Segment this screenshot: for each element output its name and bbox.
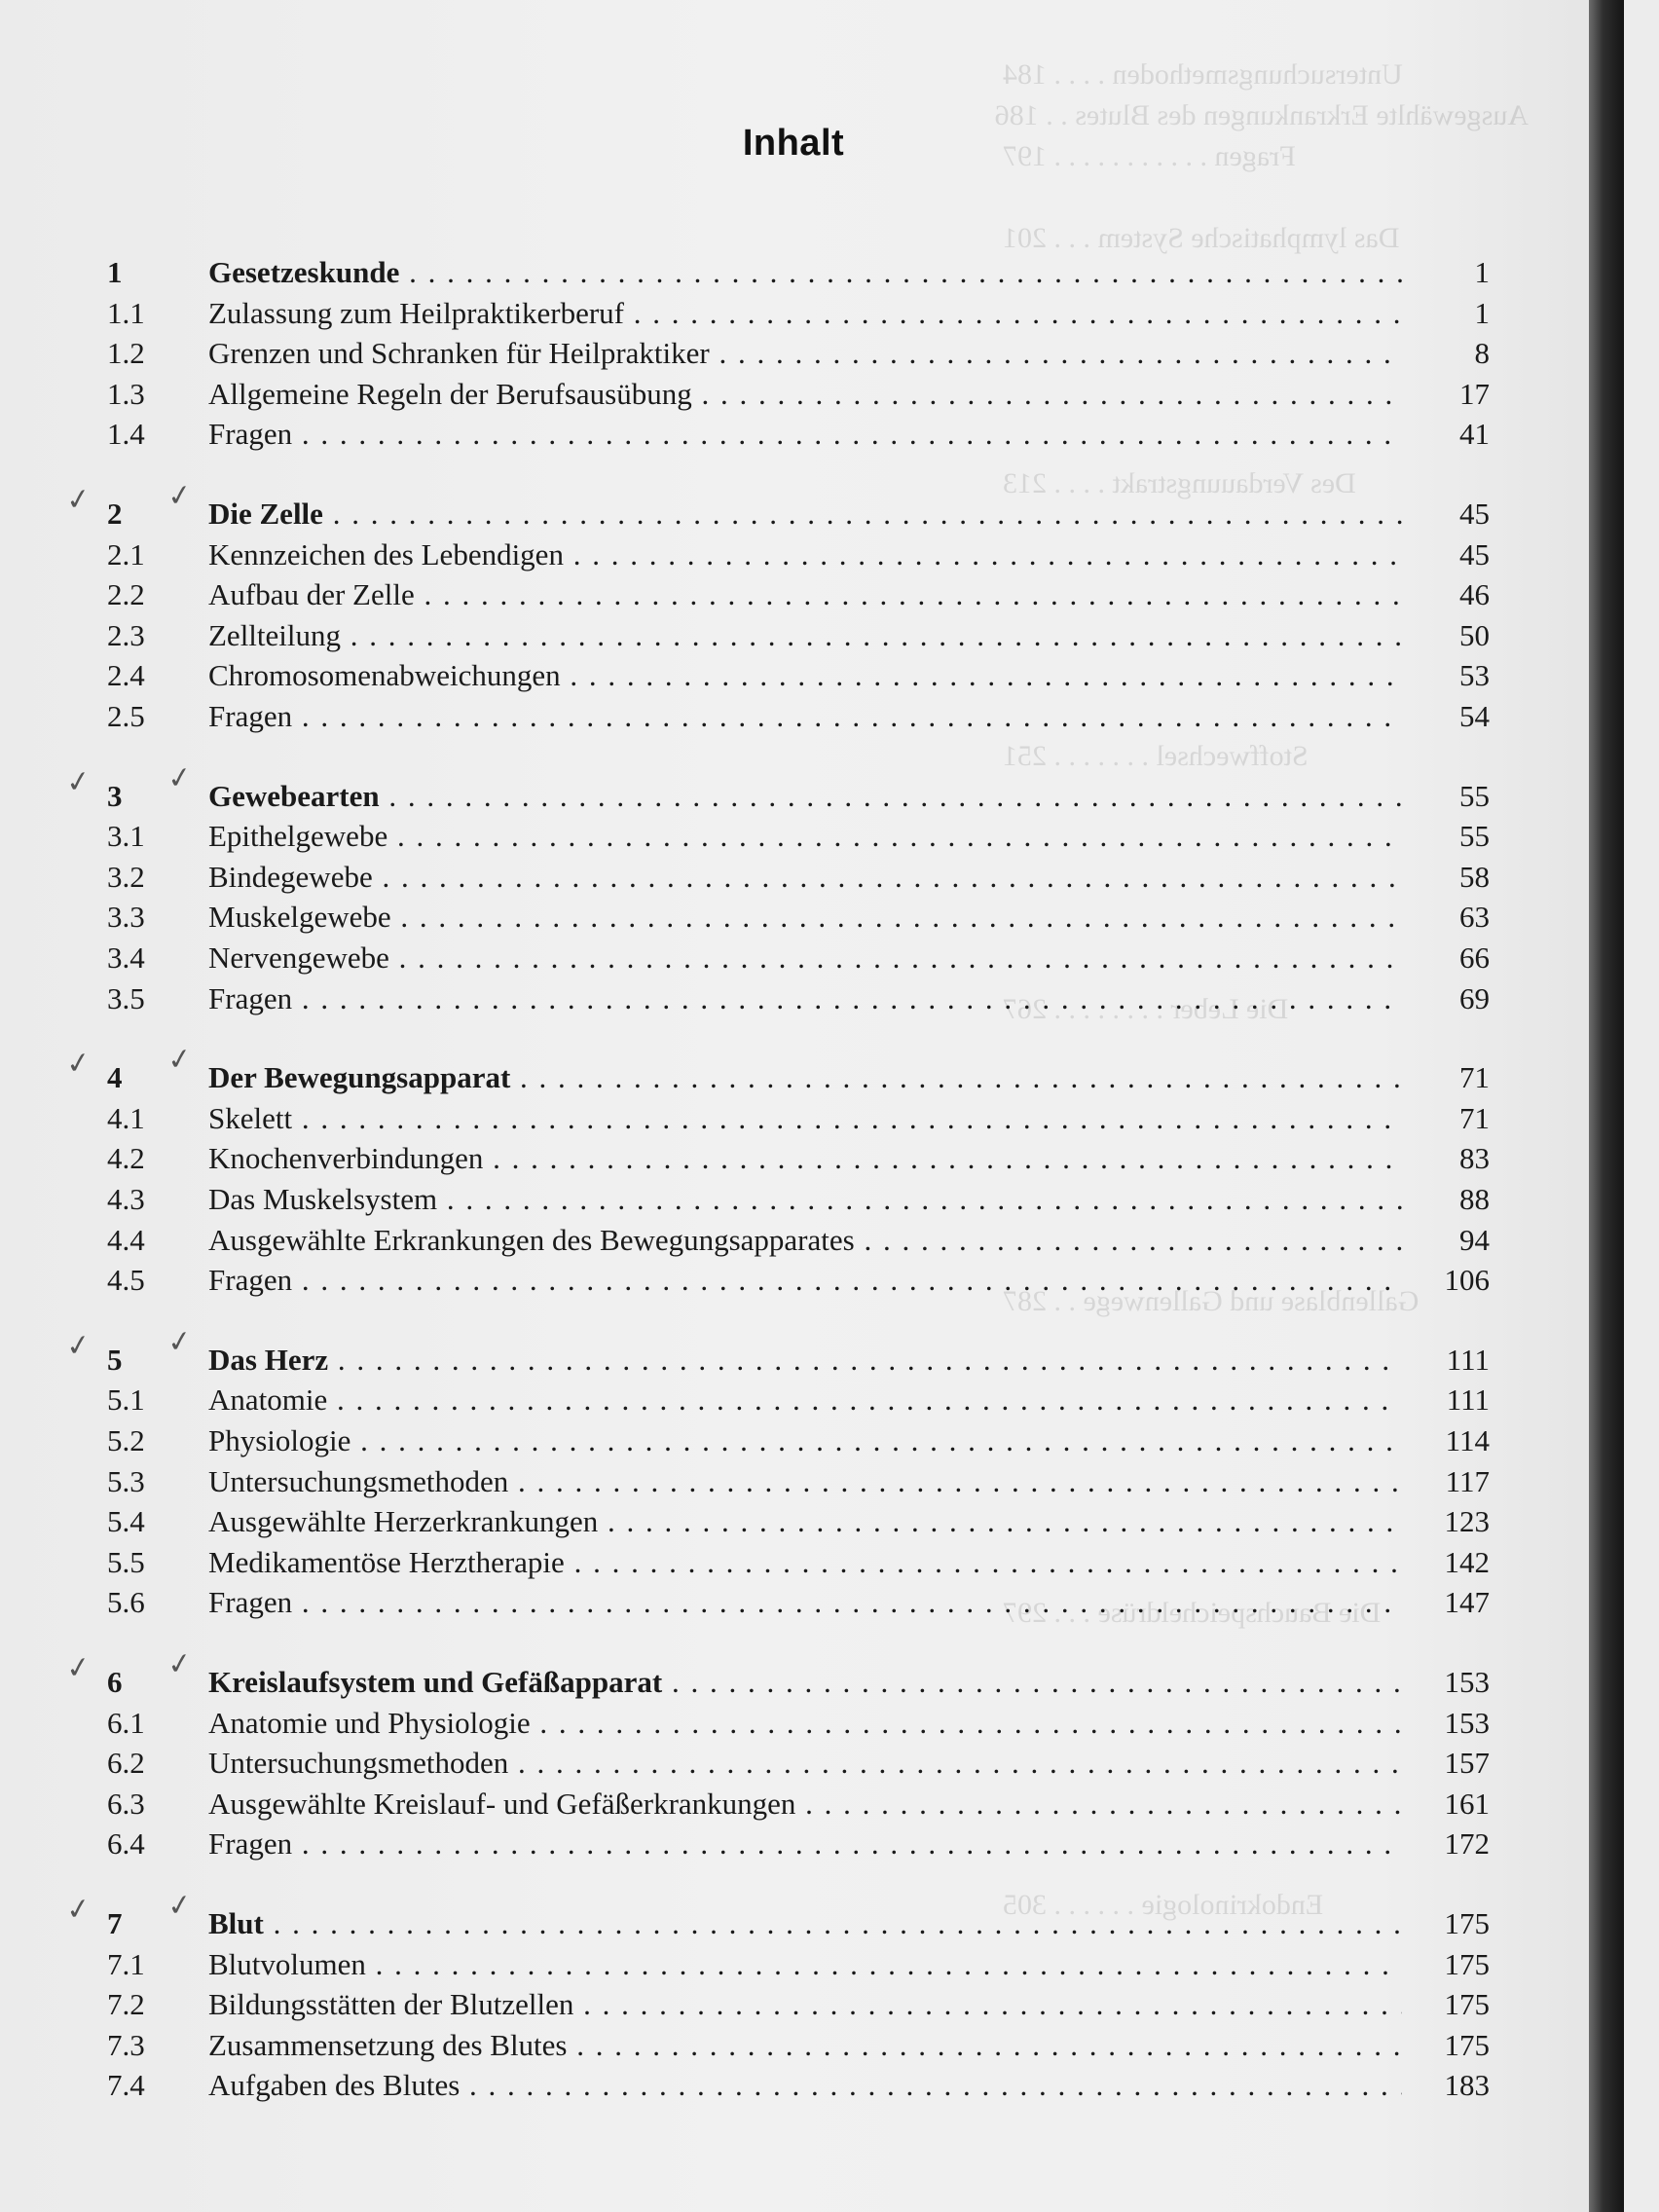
section-number: 5.1 xyxy=(107,1382,145,1417)
section-number: 6.4 xyxy=(107,1826,145,1861)
toc-section-row[interactable] xyxy=(107,1263,1490,1302)
section-title: Zellteilung xyxy=(208,618,342,652)
section-title-leader xyxy=(208,1141,1402,1176)
toc-section-row[interactable] xyxy=(107,1223,1490,1262)
page-number: 66 xyxy=(1459,940,1490,975)
toc-section-row[interactable] xyxy=(107,618,1490,657)
section-title: Untersuchungsmethoden xyxy=(208,1746,509,1780)
page-number: 58 xyxy=(1459,860,1490,894)
section-number: 2 xyxy=(107,497,123,531)
page-number: 8 xyxy=(1474,336,1490,370)
toc-chapter-row[interactable] xyxy=(107,1060,1490,1099)
page-number: 111 xyxy=(1446,1343,1490,1377)
page-number: 63 xyxy=(1459,900,1490,934)
section-title: Bindegewebe xyxy=(208,860,373,894)
section-title: Ausgewählte Erkrankungen des Bewegungsapparates xyxy=(208,1223,855,1257)
section-title-leader xyxy=(208,819,1402,854)
page-number: 94 xyxy=(1459,1223,1490,1257)
section-title: Kennzeichen des Lebendigen xyxy=(208,537,564,571)
section-title-leader xyxy=(208,658,1402,693)
page-number: 106 xyxy=(1444,1263,1490,1297)
section-title-leader xyxy=(208,618,1402,653)
section-title-leader xyxy=(208,779,1402,814)
page-number: 157 xyxy=(1444,1746,1490,1780)
section-title: Physiologie xyxy=(208,1423,351,1457)
section-title: Blutvolumen xyxy=(208,1947,366,1981)
section-title: Fragen xyxy=(208,1585,293,1619)
section-number: 4.3 xyxy=(107,1182,145,1216)
section-number: 7 xyxy=(107,1906,123,1940)
page-number: 54 xyxy=(1459,699,1490,733)
section-number: 5.3 xyxy=(107,1464,145,1498)
toc-section-row[interactable] xyxy=(107,1382,1490,1421)
page-number: 17 xyxy=(1459,377,1490,411)
toc-section-row[interactable] xyxy=(107,1947,1490,1986)
page-number: 153 xyxy=(1444,1706,1490,1740)
toc-chapter-row[interactable] xyxy=(107,779,1490,818)
handwritten-check-icon: ✓ xyxy=(165,1645,195,1683)
section-number: 4 xyxy=(107,1060,123,1094)
page-number: 183 xyxy=(1444,2068,1490,2102)
page-number: 175 xyxy=(1444,1906,1490,1940)
section-number: 3.5 xyxy=(107,981,145,1015)
page-number: 175 xyxy=(1444,1987,1490,2021)
toc-section-row[interactable] xyxy=(107,2028,1490,2067)
toc-section-row[interactable] xyxy=(107,1746,1490,1785)
section-title-leader xyxy=(208,1343,1402,1378)
page-number: 41 xyxy=(1459,417,1490,451)
toc-section-row[interactable] xyxy=(107,981,1490,1020)
handwritten-check-icon: ✓ xyxy=(63,763,93,801)
section-number: 1 xyxy=(107,255,123,289)
section-title-leader xyxy=(208,497,1402,532)
section-number: 2.2 xyxy=(107,577,145,611)
handwritten-check-icon: ✓ xyxy=(63,481,93,519)
toc-section-row[interactable] xyxy=(107,2068,1490,2107)
page-number: 71 xyxy=(1459,1101,1490,1135)
section-number: 7.4 xyxy=(107,2068,145,2102)
page-title: Inhalt xyxy=(742,123,845,164)
toc-section-row[interactable] xyxy=(107,699,1490,738)
section-title-leader xyxy=(208,1947,1402,1982)
section-title-leader xyxy=(208,1464,1402,1499)
section-title-leader xyxy=(208,1101,1402,1136)
section-title: Epithelgewebe xyxy=(208,819,388,853)
section-title-leader xyxy=(208,417,1402,452)
toc-section-row[interactable] xyxy=(107,1423,1490,1462)
page-binding-shadow xyxy=(1589,0,1624,2212)
toc-section-row[interactable] xyxy=(107,1182,1490,1221)
section-number: 4.1 xyxy=(107,1101,145,1135)
section-number: 1.2 xyxy=(107,336,145,370)
section-title-leader xyxy=(208,1826,1402,1862)
page-number: 1 xyxy=(1474,296,1490,330)
handwritten-check-icon: ✓ xyxy=(63,1327,93,1365)
toc-chapter-row[interactable] xyxy=(107,497,1490,535)
section-number: 7.1 xyxy=(107,1947,145,1981)
toc-section-row[interactable] xyxy=(107,296,1490,335)
section-number: 4.2 xyxy=(107,1141,145,1175)
section-number: 2.4 xyxy=(107,658,145,692)
section-title: Blut xyxy=(208,1906,264,1940)
section-number: 6.1 xyxy=(107,1706,145,1740)
section-title-leader xyxy=(208,1382,1402,1418)
section-title: Zusammensetzung des Blutes xyxy=(208,2028,568,2062)
toc-section-row[interactable] xyxy=(107,1826,1490,1865)
toc-section-row[interactable] xyxy=(107,577,1490,616)
toc-chapter-row[interactable] xyxy=(107,1665,1490,1704)
section-title: Das Muskelsystem xyxy=(208,1182,438,1216)
section-number: 5.6 xyxy=(107,1585,145,1619)
page-number: 69 xyxy=(1459,981,1490,1015)
section-title-leader xyxy=(208,255,1402,290)
page-number: 172 xyxy=(1444,1826,1490,1861)
handwritten-check-icon: ✓ xyxy=(165,1041,195,1079)
section-number: 1.1 xyxy=(107,296,145,330)
toc-section-row[interactable] xyxy=(107,336,1490,375)
section-title-leader xyxy=(208,1987,1402,2022)
handwritten-check-icon: ✓ xyxy=(165,1887,195,1925)
section-title: Anatomie und Physiologie xyxy=(208,1706,531,1740)
section-number: 2.5 xyxy=(107,699,145,733)
section-title-leader xyxy=(208,1906,1402,1941)
section-number: 3.2 xyxy=(107,860,145,894)
section-number: 4.5 xyxy=(107,1263,145,1297)
section-number: 6.3 xyxy=(107,1787,145,1821)
section-title-leader xyxy=(208,1504,1402,1539)
section-number: 5 xyxy=(107,1343,123,1377)
toc-chapter-row[interactable] xyxy=(107,255,1490,294)
page-number: 55 xyxy=(1459,779,1490,813)
toc-chapter-row[interactable] xyxy=(107,1343,1490,1382)
toc-section-row[interactable] xyxy=(107,417,1490,456)
page-number: 46 xyxy=(1459,577,1490,611)
toc-section-row[interactable] xyxy=(107,900,1490,939)
section-title: Zulassung zum Heilpraktikerberuf xyxy=(208,296,624,330)
section-title-leader xyxy=(208,1746,1402,1781)
section-title-leader xyxy=(208,1223,1402,1258)
handwritten-check-icon: ✓ xyxy=(63,1045,93,1083)
toc-section-row[interactable] xyxy=(107,658,1490,697)
toc-section-row[interactable] xyxy=(107,1706,1490,1745)
section-title: Medikamentöse Herztherapie xyxy=(208,1545,565,1579)
section-title-leader xyxy=(208,577,1402,612)
page-number: 83 xyxy=(1459,1141,1490,1175)
section-title: Fragen xyxy=(208,699,293,733)
section-title: Kreislaufsystem und Gefäßapparat xyxy=(208,1665,663,1699)
page-number: 53 xyxy=(1459,658,1490,692)
toc-section-row[interactable] xyxy=(107,1101,1490,1140)
section-number: 3.3 xyxy=(107,900,145,934)
toc-chapter-row[interactable] xyxy=(107,1906,1490,1945)
section-number: 4.4 xyxy=(107,1223,145,1257)
section-number: 5.4 xyxy=(107,1504,145,1538)
toc-section-row[interactable] xyxy=(107,940,1490,979)
section-number: 1.3 xyxy=(107,377,145,411)
section-title-leader xyxy=(208,1665,1402,1700)
section-title: Knochenverbindungen xyxy=(208,1141,484,1175)
section-title: Bildungsstätten der Blutzellen xyxy=(208,1987,574,2021)
page-number: 175 xyxy=(1444,1947,1490,1981)
page-number: 45 xyxy=(1459,537,1490,571)
toc-section-row[interactable] xyxy=(107,1141,1490,1180)
toc-section-row[interactable] xyxy=(107,1545,1490,1584)
bleed-through-text: Untersuchungsmethoden . . . . 184 Ausgewählte Erkrankungen des Blutes . . 186 Fragen . . . . . . . . . . . 197 Das lymphatische System . . . 201 Des Verdauungstrakt . . . . 213 Stoffwechsel . . . . . . . 251 Die Leber . . . . . . . . 267 Gallenblase und Gallenwege . . 287 Die Bauchspeicheldrüse . . . 297 Endokrinologie . . . . . . 305 xyxy=(994,58,1529,1921)
page-number: 114 xyxy=(1445,1423,1490,1457)
section-number: 7.3 xyxy=(107,2028,145,2062)
page-number: 1 xyxy=(1474,255,1490,289)
section-title: Anatomie xyxy=(208,1382,328,1417)
section-number: 2.3 xyxy=(107,618,145,652)
section-number: 5.2 xyxy=(107,1423,145,1457)
section-title-leader xyxy=(208,1545,1402,1580)
section-title: Chromosomenabweichungen xyxy=(208,658,561,692)
section-number: 6.2 xyxy=(107,1746,145,1780)
page-number: 45 xyxy=(1459,497,1490,531)
page-number: 153 xyxy=(1444,1665,1490,1699)
section-number: 1.4 xyxy=(107,417,145,451)
toc-section-row[interactable] xyxy=(107,1787,1490,1825)
section-title: Skelett xyxy=(208,1101,293,1135)
section-number: 6 xyxy=(107,1665,123,1699)
toc-section-row[interactable] xyxy=(107,860,1490,899)
page-number: 123 xyxy=(1444,1504,1490,1538)
section-title-leader xyxy=(208,296,1402,331)
toc-section-row[interactable] xyxy=(107,537,1490,576)
toc-section-row[interactable] xyxy=(107,377,1490,416)
handwritten-check-icon: ✓ xyxy=(63,1891,93,1929)
section-number: 3.1 xyxy=(107,819,145,853)
section-title-leader xyxy=(208,336,1402,371)
section-title: Untersuchungsmethoden xyxy=(208,1464,509,1498)
section-title-leader xyxy=(208,1423,1402,1458)
section-number: 2.1 xyxy=(107,537,145,571)
section-title: Fragen xyxy=(208,1263,293,1297)
page-number: 147 xyxy=(1444,1585,1490,1619)
section-title: Das Herz xyxy=(208,1343,329,1377)
page-number: 88 xyxy=(1459,1182,1490,1216)
section-title-leader xyxy=(208,377,1402,412)
section-title-leader xyxy=(208,900,1402,935)
page-number: 175 xyxy=(1444,2028,1490,2062)
section-title-leader xyxy=(208,1060,1402,1095)
section-title: Ausgewählte Herzerkrankungen xyxy=(208,1504,599,1538)
section-number: 5.5 xyxy=(107,1545,145,1579)
toc-section-row[interactable] xyxy=(107,1504,1490,1543)
toc-section-row[interactable] xyxy=(107,1464,1490,1503)
section-title-leader xyxy=(208,1787,1402,1822)
section-title-leader xyxy=(208,860,1402,895)
section-title: Nervengewebe xyxy=(208,940,389,975)
section-title: Fragen xyxy=(208,981,293,1015)
section-number: 3.4 xyxy=(107,940,145,975)
page-number: 55 xyxy=(1459,819,1490,853)
section-title: Der Bewegungsapparat xyxy=(208,1060,511,1094)
page-number: 161 xyxy=(1444,1787,1490,1821)
toc-section-row[interactable] xyxy=(107,1585,1490,1624)
page-number: 117 xyxy=(1445,1464,1490,1498)
handwritten-check-icon: ✓ xyxy=(63,1649,93,1687)
section-title-leader xyxy=(208,699,1402,734)
section-title: Fragen xyxy=(208,1826,293,1861)
section-title: Grenzen und Schranken für Heilpraktiker xyxy=(208,336,710,370)
section-title: Gewebearten xyxy=(208,779,380,813)
handwritten-check-icon: ✓ xyxy=(165,477,195,515)
section-number: 7.2 xyxy=(107,1987,145,2021)
section-title-leader xyxy=(208,1706,1402,1741)
section-title: Ausgewählte Kreislauf- und Gefäßerkrankungen xyxy=(208,1787,796,1821)
section-title: Aufgaben des Blutes xyxy=(208,2068,461,2102)
section-title-leader xyxy=(208,2068,1402,2103)
section-title: Die Zelle xyxy=(208,497,323,531)
handwritten-check-icon: ✓ xyxy=(165,1323,195,1361)
section-title-leader xyxy=(208,940,1402,976)
section-title-leader xyxy=(208,981,1402,1016)
section-title: Muskelgewebe xyxy=(208,900,391,934)
section-title: Fragen xyxy=(208,417,293,451)
section-title-leader xyxy=(208,1585,1402,1620)
section-title-leader xyxy=(208,2028,1402,2063)
page-number: 50 xyxy=(1459,618,1490,652)
handwritten-check-icon: ✓ xyxy=(165,759,195,797)
section-title-leader xyxy=(208,1263,1402,1298)
toc-section-row[interactable] xyxy=(107,1987,1490,2026)
section-title: Aufbau der Zelle xyxy=(208,577,415,611)
toc-section-row[interactable] xyxy=(107,819,1490,858)
page-number: 71 xyxy=(1459,1060,1490,1094)
section-title: Gesetzeskunde xyxy=(208,255,400,289)
page-number: 142 xyxy=(1444,1545,1490,1579)
page-number: 111 xyxy=(1446,1382,1490,1417)
section-number: 3 xyxy=(107,779,123,813)
section-title-leader xyxy=(208,1182,1402,1217)
section-title: Allgemeine Regeln der Berufsausübung xyxy=(208,377,692,411)
section-title-leader xyxy=(208,537,1402,572)
